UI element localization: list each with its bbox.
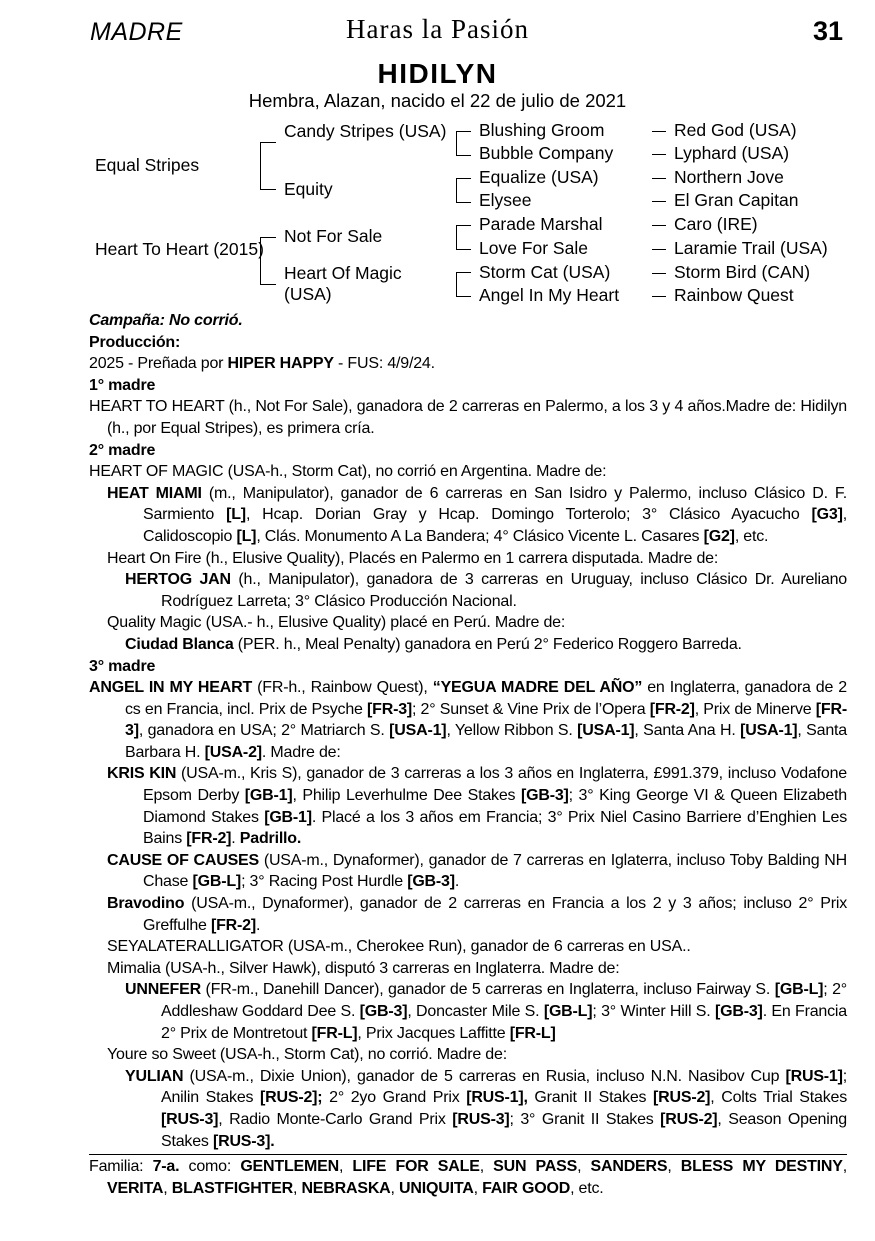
text-run: [RUS-2]; bbox=[260, 1089, 323, 1107]
text-run: , Hcap. Dorian Gray y Hcap. Domingo Torterolo; 3° Clásico Ayacucho bbox=[245, 506, 812, 524]
text-run: [RUS-3]. bbox=[212, 1132, 275, 1150]
text-run: Youre so Sweet (USA-h., Storm Cat), no corrió. Madre de: bbox=[107, 1046, 507, 1064]
text-run: , Philip Leverhulme Dee Stakes bbox=[292, 787, 521, 805]
text-run: GENTLEMEN bbox=[240, 1158, 339, 1176]
sire-dam: Equity bbox=[284, 179, 333, 199]
text-run: , Season Opening Stakes bbox=[161, 1110, 847, 1150]
text-run: . Madre de: bbox=[261, 743, 341, 761]
paragraph-13 bbox=[89, 677, 847, 763]
text-run: ANGEL IN MY HEART bbox=[89, 679, 253, 697]
text-run: (USA-m., Dynaformer), ganador de 2 carreras en Francia a los 2 y 3 años; incluso 2° Prix Greffulhe bbox=[143, 895, 847, 934]
text-run: HIPER HAPPY bbox=[227, 355, 334, 373]
g4-8: Rainbow Quest bbox=[674, 285, 794, 305]
text-run: [G2] bbox=[703, 527, 735, 545]
text-run: ; 3° Winter Hill S. bbox=[592, 1003, 715, 1020]
paragraph-11 bbox=[89, 634, 847, 656]
text-run: [GB-1] bbox=[264, 808, 312, 826]
text-run: . bbox=[256, 916, 261, 934]
horse-description: Hembra, Alazan, nacido el 22 de julio de 2021 bbox=[248, 90, 627, 111]
g4-4: El Gran Capitan bbox=[674, 190, 799, 210]
text-run: [RUS-2] bbox=[653, 1089, 711, 1107]
text-run: HEART OF MAGIC (USA-h., Storm Cat), no corrió en Argentina. Madre de: bbox=[89, 463, 607, 481]
text-run: como: bbox=[179, 1158, 241, 1176]
section-label: MADRE bbox=[90, 18, 183, 46]
text-run: [RUS-1], bbox=[466, 1089, 528, 1107]
paragraph-4 bbox=[89, 396, 847, 439]
dash-3 bbox=[652, 178, 666, 179]
sire: Equal Stripes bbox=[95, 155, 200, 175]
g3-7: Storm Cat (USA) bbox=[479, 262, 611, 282]
text-run: Bravodino bbox=[107, 895, 185, 913]
text-run: KRIS KIN bbox=[107, 765, 177, 783]
text-run: SUN PASS bbox=[493, 1158, 578, 1176]
text-run: ; 3° King George VI & Queen Elizabeth Diamond Stakes bbox=[143, 787, 847, 826]
text-run: [FR-2] bbox=[649, 700, 695, 718]
g3-8: Angel In My Heart bbox=[479, 285, 620, 305]
g3-3: Equalize (USA) bbox=[479, 167, 599, 187]
text-run: Familia: bbox=[89, 1158, 153, 1176]
text-run: , Calidoscopio bbox=[143, 506, 847, 545]
text-run: SANDERS bbox=[590, 1158, 668, 1176]
text-run: Producción: bbox=[89, 333, 181, 351]
text-run: [GB-L] bbox=[774, 981, 824, 999]
paragraph-2 bbox=[89, 353, 847, 375]
text-run: [GB-3] bbox=[520, 787, 569, 805]
text-run: [RUS-1] bbox=[785, 1067, 843, 1085]
text-run: (FR-m., Danehill Dancer), ganador de 5 carreras en Inglaterra, incluso Fairway S. bbox=[200, 981, 775, 999]
bracket-g3-3 bbox=[456, 225, 471, 250]
text-run: [USA-1] bbox=[389, 722, 447, 740]
dash-2 bbox=[652, 154, 666, 155]
dash-4 bbox=[652, 201, 666, 202]
text-run: 2° 2yo Grand Prix bbox=[322, 1089, 467, 1107]
text-run: FAIR GOOD bbox=[482, 1179, 571, 1197]
text-run: , Yellow Ribbon S. bbox=[446, 722, 578, 740]
dash-8 bbox=[652, 296, 666, 297]
text-run: ; 2° Sunset & Vine Prix de l’Opera bbox=[412, 700, 650, 718]
text-run: , ganadora en USA; 2° Matriarch S. bbox=[138, 722, 390, 740]
text-run: (USA-m., Dixie Union), ganador de 5 carreras en Rusia, incluso N.N. Nasibov Cup bbox=[183, 1067, 786, 1085]
bracket-sire bbox=[260, 142, 276, 190]
paragraph-5 bbox=[89, 440, 847, 462]
text-run: Heart On Fire (h., Elusive Quality), Placés en Palermo en 1 carrera disputada. Madre de: bbox=[107, 549, 719, 567]
text-run: 3° madre bbox=[89, 657, 156, 675]
text-run: Mimalia (USA-h., Silver Hawk), disputó 3 carreras en Inglaterra. Madre de: bbox=[107, 959, 620, 977]
paragraph-1 bbox=[89, 332, 847, 354]
page-number: 31 bbox=[812, 16, 843, 46]
text-run: . En Francia 2° Prix de Montretout bbox=[161, 1003, 847, 1042]
text-run: [FR-L] bbox=[311, 1024, 358, 1042]
text-run: NEBRASKA bbox=[301, 1179, 391, 1197]
text-run: (h., Manipulator), ganadora de 3 carreras en Uruguay, incluso Clásico Dr. Aureliano Rodríguez Larreta; 3° Clásico Producción Nacional. bbox=[161, 571, 847, 610]
text-run: [GB-3] bbox=[715, 1003, 763, 1020]
text-run: CAUSE OF CAUSES bbox=[107, 851, 259, 869]
bracket-g3-1 bbox=[456, 131, 471, 156]
text-run: , bbox=[842, 1158, 848, 1176]
text-run: Quality Magic (USA.- h., Elusive Quality) placé en Perú. Madre de: bbox=[107, 614, 566, 632]
text-run: HEAT MIAMI bbox=[107, 484, 202, 502]
text-run: en Inglaterra, ganadora de 2 cs en Francia, incl. Prix de Psyche bbox=[125, 679, 847, 718]
text-run: , bbox=[163, 1179, 172, 1197]
paragraph-0 bbox=[89, 310, 847, 332]
text-run: - FUS: 4/9/24. bbox=[333, 355, 435, 373]
dam-sire: Not For Sale bbox=[284, 226, 383, 246]
g3-1: Blushing Groom bbox=[479, 120, 605, 140]
text-run: 2° madre bbox=[89, 441, 156, 459]
text-run: (m., Manipulator), ganador de 6 carreras en San Isidro y Palermo, incluso Clásico D. F. Sarmiento bbox=[143, 484, 847, 524]
text-run: , etc. bbox=[734, 527, 769, 545]
text-run: Ciudad Blanca bbox=[125, 635, 234, 653]
text-run: , etc. bbox=[570, 1179, 604, 1197]
text-run: Padrillo. bbox=[239, 830, 302, 848]
text-run: UNIQUITA bbox=[399, 1179, 474, 1197]
text-run: 2025 - Preñada por bbox=[89, 355, 228, 373]
text-run: , Santa Barbara H. bbox=[125, 722, 847, 761]
text-run: SEYALATERALLIGATOR (USA-m., Cherokee Run), ganador de 6 carreras en USA.. bbox=[107, 938, 691, 956]
text-run: [RUS-3] bbox=[452, 1110, 510, 1128]
text-run: (USA-m., Kris S), ganador de 3 carreras a los 3 años en Inglaterra, £991.379, incluso Vodafone Epsom Derby bbox=[143, 765, 847, 805]
text-run: , Doncaster Mile S. bbox=[407, 1003, 544, 1020]
g4-1: Red God (USA) bbox=[674, 120, 797, 140]
text-run: LIFE FOR SALE bbox=[352, 1158, 480, 1176]
text-run: “YEGUA MADRE DEL AÑO” bbox=[432, 679, 643, 697]
text-run: [FR-3] bbox=[125, 700, 847, 740]
text-run: 1° madre bbox=[89, 376, 156, 394]
bracket-g3-4 bbox=[456, 272, 471, 297]
bracket-g3-2 bbox=[456, 178, 471, 203]
paragraph-21 bbox=[89, 1066, 847, 1152]
g4-5: Caro (IRE) bbox=[674, 214, 758, 234]
g4-2: Lyphard (USA) bbox=[674, 143, 790, 163]
text-run: BLASTFIGHTER bbox=[171, 1179, 293, 1197]
dam: Heart To Heart (2015) bbox=[95, 239, 264, 259]
text-run: , bbox=[338, 1158, 353, 1176]
paragraph-16 bbox=[89, 893, 847, 936]
paragraph-9 bbox=[89, 569, 847, 612]
dam-line-text bbox=[89, 310, 847, 1199]
text-run: [RUS-3] bbox=[161, 1110, 219, 1128]
g3-5: Parade Marshal bbox=[479, 214, 603, 234]
text-run: (USA-m., Dynaformer), ganador de 7 carreras en Iglaterra, incluso Toby Balding NH Chase bbox=[143, 851, 847, 891]
text-run: [USA-1] bbox=[740, 722, 798, 740]
text-run: , Radio Monte-Carlo Grand Prix bbox=[218, 1110, 453, 1128]
text-run: Granit II Stakes bbox=[527, 1089, 654, 1107]
text-run: , bbox=[577, 1158, 591, 1176]
text-run: Campaña: No corrió. bbox=[89, 312, 243, 329]
text-run: [G3] bbox=[811, 506, 843, 524]
text-run: [USA-2] bbox=[204, 743, 262, 761]
text-run: , Colts Trial Stakes bbox=[710, 1089, 847, 1107]
paragraph-12 bbox=[89, 656, 847, 678]
text-run: ; 3° Racing Post Hurdle bbox=[241, 873, 408, 891]
text-run: , Prix Jacques Laffitte bbox=[357, 1024, 510, 1042]
text-run: [GB-1] bbox=[244, 787, 293, 805]
text-run: , bbox=[667, 1158, 681, 1176]
paragraph-17 bbox=[89, 936, 847, 958]
text-run: (PER. h., Meal Penalty) ganadora en Perú 2° Federico Roggero Barreda. bbox=[233, 635, 742, 653]
text-run: , bbox=[473, 1179, 483, 1197]
dash-1 bbox=[652, 131, 666, 132]
text-run: YULIAN bbox=[125, 1067, 184, 1085]
text-run: [GB-L] bbox=[192, 873, 242, 891]
text-run: [RUS-2] bbox=[660, 1110, 718, 1128]
text-run: (FR-h., Rainbow Quest), bbox=[252, 679, 433, 697]
text-run: [L] bbox=[226, 506, 246, 524]
text-run: [FR-3] bbox=[367, 700, 413, 718]
text-run: [L] bbox=[236, 527, 257, 545]
text-run: VERITA bbox=[107, 1179, 164, 1197]
paragraph-3 bbox=[89, 375, 847, 397]
text-run: , bbox=[479, 1158, 494, 1176]
text-run: [FR-2] bbox=[210, 916, 256, 934]
dash-6 bbox=[652, 249, 666, 250]
text-run: , Santa Ana H. bbox=[634, 722, 741, 740]
text-run: ; 3° Granit II Stakes bbox=[509, 1110, 661, 1128]
text-run: [GB-3] bbox=[359, 1003, 408, 1020]
text-run: , bbox=[292, 1179, 302, 1197]
text-run: ; Anilin Stakes bbox=[161, 1067, 847, 1107]
paragraph-20 bbox=[89, 1044, 847, 1066]
text-run: . bbox=[231, 830, 240, 848]
paragraph-18 bbox=[89, 958, 847, 980]
text-run: HERTOG JAN bbox=[125, 571, 231, 589]
text-run: UNNEFER bbox=[125, 981, 201, 999]
paragraph-6 bbox=[89, 461, 847, 483]
text-run: [FR-2] bbox=[186, 830, 232, 848]
text-run: 7-a. bbox=[152, 1158, 180, 1176]
g3-4: Elysee bbox=[479, 190, 532, 210]
text-run: , Clás. Monumento A La Bandera; 4° Clásico Vicente L. Casares bbox=[256, 527, 704, 545]
paragraph-8 bbox=[89, 548, 847, 570]
text-run: [FR-L] bbox=[509, 1024, 556, 1042]
text-run: . Placé a los 3 años em Francia; 3° Prix Niel Casino Barriere d’Enghien Les Bains bbox=[143, 808, 847, 848]
dash-5 bbox=[652, 225, 666, 226]
text-run: [GB-3] bbox=[407, 873, 455, 891]
text-run: [GB-L] bbox=[543, 1003, 593, 1020]
brand-title: Haras la Pasión bbox=[346, 14, 529, 44]
g4-6: Laramie Trail (USA) bbox=[674, 238, 828, 258]
paragraph-10 bbox=[89, 612, 847, 634]
paragraph-14 bbox=[89, 763, 847, 849]
text-run: . bbox=[454, 873, 460, 891]
g4-3: Northern Jove bbox=[674, 167, 784, 187]
text-run: [USA-1] bbox=[577, 722, 635, 740]
dash-7 bbox=[652, 273, 666, 274]
paragraph-19 bbox=[89, 979, 847, 1044]
paragraph-15 bbox=[89, 850, 847, 893]
g4-7: Storm Bird (CAN) bbox=[674, 262, 811, 282]
text-run: , bbox=[390, 1179, 400, 1197]
text-run: BLESS MY DESTINY bbox=[680, 1158, 843, 1176]
horse-name: HIDILYN bbox=[377, 58, 498, 89]
bracket-dam bbox=[260, 237, 276, 285]
text-run: HEART TO HEART (h., Not For Sale), ganadora de 2 carreras en Palermo, a los 3 y 4 años.Madre de: Hidilyn (h., por Equal Stripes), es primera cría. bbox=[89, 398, 847, 437]
text-run: ; 2° Addleshaw Goddard Dee S. bbox=[161, 981, 848, 1020]
g3-2: Bubble Company bbox=[479, 143, 614, 163]
dam-dam: Heart Of Magic (USA) bbox=[284, 263, 402, 304]
paragraph-22 bbox=[89, 1154, 847, 1199]
g3-6: Love For Sale bbox=[479, 238, 588, 258]
text-run: , Prix de Minerve bbox=[694, 700, 816, 718]
paragraph-7 bbox=[89, 483, 847, 548]
sire-sire: Candy Stripes (USA) bbox=[284, 121, 447, 141]
